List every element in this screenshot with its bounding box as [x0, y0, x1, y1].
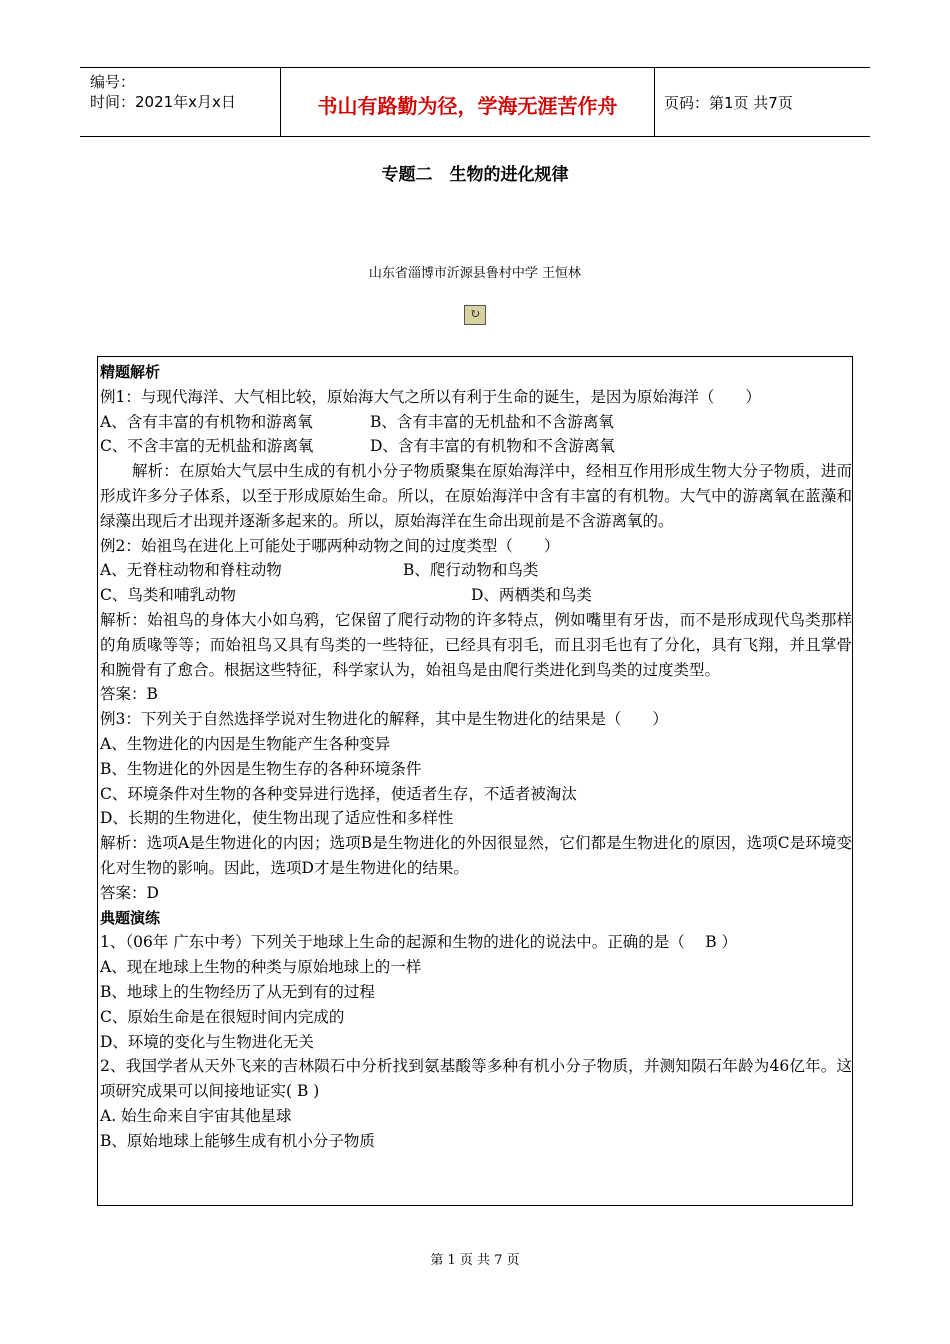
number-label: 编号：	[90, 73, 136, 91]
question: 例2：始祖鸟在进化上可能处于哪两种动物之间的过度类型（ ）	[100, 536, 560, 555]
option: A. 始生命来自宇宙其他星球	[100, 1106, 292, 1125]
option: A、生物进化的内因是生物能产生各种变异	[100, 734, 391, 753]
option: C、原始生命是在很短时间内完成的	[100, 1007, 345, 1026]
option: D、两栖类和鸟类	[471, 586, 592, 605]
page-info: 页码：第1页 共7页	[664, 94, 793, 112]
option: C、不含丰富的无机盐和游离氧	[100, 437, 314, 456]
header-left	[90, 72, 236, 112]
section-heading: 典题演练	[100, 908, 161, 927]
option: B、爬行动物和鸟类	[403, 561, 539, 580]
option-row	[100, 583, 852, 608]
option: C、鸟类和哺乳动物	[100, 586, 236, 605]
content-body	[100, 360, 852, 1154]
analysis: 解析：选项A是生物进化的内因；选项B是生物进化的外因很显然，它们都是生物进化的原因，选项C是环境变化对生物的影响。因此，选项D才是生物进化的结果。	[100, 834, 852, 877]
option: D、长期的生物进化，使生物出现了适应性和多样性	[100, 809, 454, 828]
option-row	[100, 410, 852, 435]
page-title: 专题二 生物的进化规律	[381, 165, 569, 185]
analysis: 解析：始祖鸟的身体大小如乌鸦，它保留了爬行动物的许多特点，例如嘴里有牙齿，而不是形成现代鸟类那样的角质喙等等；而始祖鸟又具有鸟类的一些特征，已经具有羽毛，而且羽毛也有了分化，具有飞翔，并且掌骨和腕骨有了愈合。根据这些特征，科学家认为，始祖鸟是由爬行类进化到鸟类的过度类型。	[100, 610, 852, 679]
option: B、地球上的生物经历了从无到有的过程	[100, 982, 375, 1001]
author-line: 山东省淄博市沂源县鲁村中学 王恒林	[368, 266, 582, 281]
option: A、含有丰富的有机物和游离氧	[100, 412, 313, 431]
content-box	[97, 356, 853, 1206]
motto: 书山有路勤为径，学海无涯苦作舟	[317, 94, 618, 118]
question: 例3：下列关于自然选择学说对生物进化的解释，其中是生物进化的结果是（ ）	[100, 710, 668, 729]
option: C、环境条件对生物的各种变异进行选择，使适者生存，不适者被淘汰	[100, 784, 577, 803]
question: 2、我国学者从天外飞来的吉林陨石中分析找到氨基酸等多种有机小分子物质，并测知陨石年龄为46亿年。这项研究成果可以间接地证实( B )	[100, 1057, 852, 1101]
section-heading: 精题解析	[100, 363, 161, 381]
answer: 答案：D	[100, 883, 159, 902]
time-label: 时间：2021年x月x日	[90, 93, 236, 111]
answer: 答案：B	[100, 685, 158, 704]
page-footer: 第 1 页 共 7 页	[430, 1253, 520, 1268]
question: 例1：与现代海洋、大气相比较，原始海大气之所以有利于生命的诞生，是因为原始海洋（ ）	[100, 387, 761, 406]
analysis: 解析：在原始大气层中生成的有机小分子物质聚集在原始海洋中，经相互作用形成生物大分子物质，进而形成许多分子体系，以至于形成原始生命。所以，在原始海洋中含有丰富的有机物。大气中的游离氧在蓝藻和绿藻出现后才出现并逐渐多起来的。所以，原始海洋在生命出现前是不含游离氧的。	[100, 462, 852, 530]
option: A、现在地球上生物的种类与原始地球上的一样	[100, 958, 422, 977]
option: B、生物进化的外因是生物生存的各种环境条件	[100, 759, 422, 778]
option: B、含有丰富的无机盐和不含游离氧	[370, 412, 614, 431]
header-motto-cell	[280, 68, 655, 136]
option: A、无脊柱动物和脊柱动物	[100, 561, 282, 580]
page-header	[80, 67, 870, 137]
option: D、环境的变化与生物进化无关	[100, 1032, 314, 1051]
embedded-object-icon[interactable]: ↻	[464, 305, 486, 325]
option-row	[100, 434, 852, 459]
question: 1、（06年 广东中考）下列关于地球上生命的起源和生物的进化的说法中。正确的是（ B ）	[100, 933, 738, 952]
option: D、含有丰富的有机物和不含游离氧	[370, 437, 615, 456]
option-row	[100, 558, 852, 583]
option: B、原始地球上能够生成有机小分子物质	[100, 1131, 375, 1150]
